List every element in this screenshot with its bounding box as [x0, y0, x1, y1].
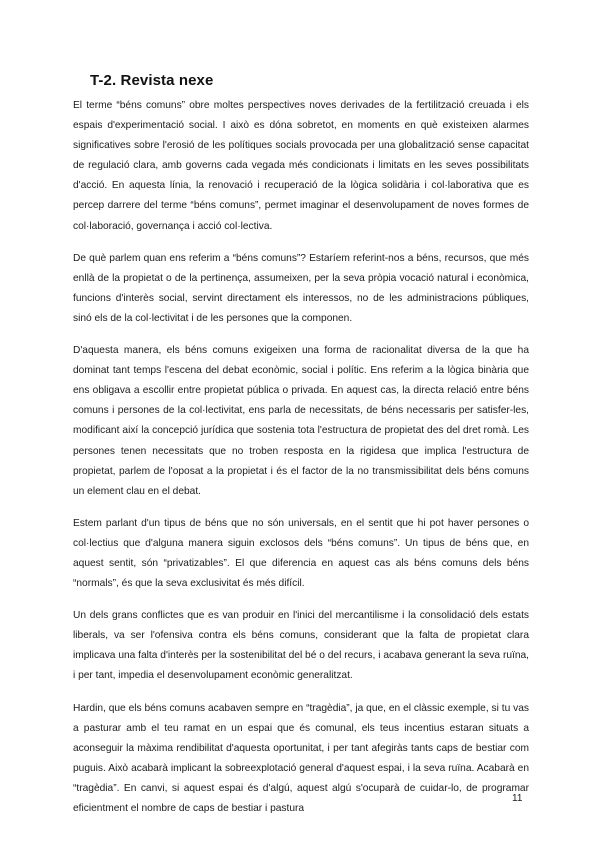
paragraph: Un dels grans conflictes que es van produir en l'inici del mercantilisme i la consolidació dels estats liberals, va ser l'ofensiva contra els béns comuns, considerant que la falta de propietat clara implicava una falta d'interès per la sostenibilitat del bé o del recurs, i acabava generant la seva ruïna, i per tant, impedia el desenvolupament econòmic generalitzat.	[73, 610, 529, 682]
paragraph: De què parlem quan ens referim a “béns comuns”? Estaríem referint-nos a béns, recursos, que més enllà de la propietat o de la pertinença, assumeixen, per la seva pròpia vocació natural i econòmica, funcions d'interès social, servint directament els interessos, no de les administracions públiques, sinó els de la col·lectivitat i de les persones que la componen.	[73, 252, 529, 324]
section-heading: T-2. Revista nexe	[90, 72, 214, 89]
page-number: 11	[512, 793, 523, 804]
body-text	[73, 96, 529, 831]
paragraph: Hardin, que els béns comuns acabaven sempre en “tragèdia”, ja que, en el clàssic exemple, si tu vas a pasturar amb el teu ramat en un espai que és comunal, els teus incentius estaran situats a aconseguir la màxima rendibilitat d'aquesta oportunitat, i per tant afegiràs tants caps de bestiar com puguis. Això acabarà implicant la sobreexplotació general d'aquest espai, i la seva ruïna. Acabarà en “tragèdia”. En canvi, si aquest espai és d'algú, aquest algú s'ocuparà de cuidar-lo, de programar eficientment el nombre de caps de bestiar i pastura	[73, 702, 529, 814]
paragraph: D'aquesta manera, els béns comuns exigeixen una forma de racionalitat diversa de la que ha dominat tant temps l'escena del debat econòmic, social i polític. Ens referim a la lògica binària que ens obligava a escollir entre propietat pública o privada. En aquest cas, la directa relació entre béns comuns i persones de la col·lectivitat, ens parla de necessitats, de béns necessaris per satisfer-les, modificant així la concepció jurídica que sostenia tota l'estructura de propietat des del dret romà. Les persones tenen necessitats que no troben resposta en la rigidesa que implica l'estructura de propietat, parlem de l'oposat a la propietat i és el factor de la no transmissibilitat dels béns comuns un element clau en el debat.	[73, 345, 529, 497]
paragraph: El terme “béns comuns” obre moltes perspectives noves derivades de la fertilització creuada i els espais d'experimentació social. I això es dóna sobretot, en moments en què existeixen alarmes significatives sobre l'erosió de les polítiques socials provocada per una globalització sense capacitat de regulació clara, amb governs cada vegada més condicionats i limitats en les seves possibilitats d'acció. En aquesta línia, la renovació i recuperació de la lògica solidària i col·laborativa que es percep darrere del terme “béns comuns”, permet imaginar el desenvolupament de noves formes de col·laboració, governança i acció col·lectiva.	[73, 100, 529, 232]
paragraph: Estem parlant d'un tipus de béns que no són universals, en el sentit que hi pot haver persones o col·lectius que d'alguna manera siguin exclosos dels “béns comuns”. Un tipus de béns que, en aquest sentit, són “privatizables”. El que diferencia en aquest cas als béns comuns dels béns “normals”, és que la seva exclusivitat és més difícil.	[73, 517, 529, 590]
